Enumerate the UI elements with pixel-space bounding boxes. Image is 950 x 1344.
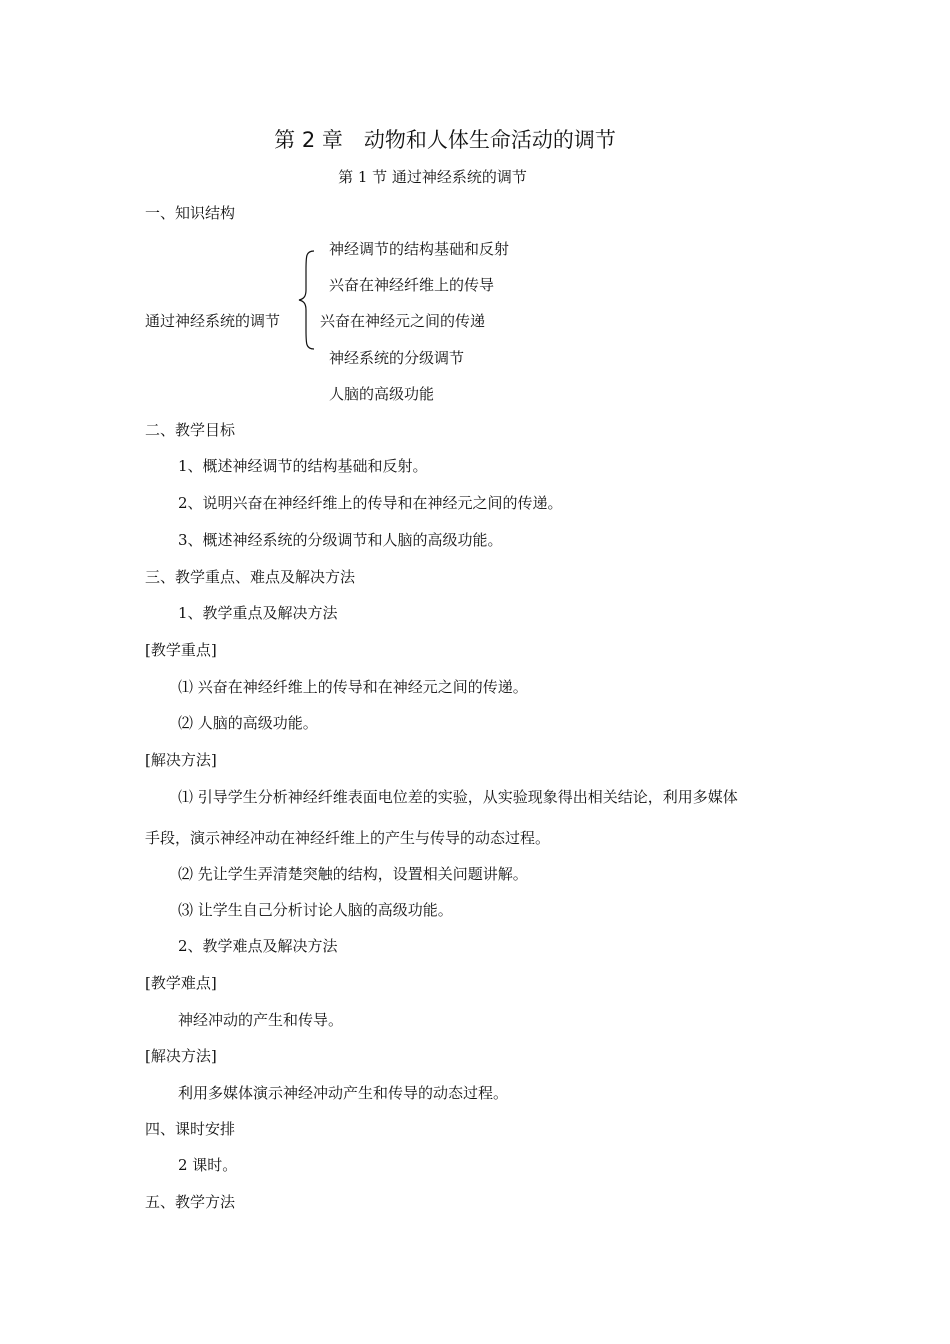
goal-item: 1、概述神经调节的结构基础和反射。: [178, 457, 428, 475]
heading-key-points: 三、教学重点、难点及解决方法: [145, 568, 356, 586]
solution-item: ⑴ 引导学生分析神经纤维表面电位差的实验，从实验现象得出相关结论，利用多媒体: [178, 788, 738, 806]
solution-item-2: 利用多媒体演示神经冲动产生和传导的动态过程。: [178, 1084, 509, 1102]
solution-item: ⑶ 让学生自己分析讨论人脑的高级功能。: [178, 901, 453, 919]
label-solution: [解决方法]: [145, 751, 217, 769]
tree-branch: 神经调节的结构基础和反射: [329, 240, 510, 258]
tree-branch: 兴奋在神经元之间的传递: [320, 312, 486, 330]
tree-branch: 人脑的高级功能: [329, 385, 435, 403]
chapter-title: 第 2 章 动物和人体生命活动的调节: [274, 128, 616, 152]
goal-item: 2、说明兴奋在神经纤维上的传导和在神经元之间的传递。: [178, 494, 563, 512]
heading-teaching-goals: 二、教学目标: [145, 421, 236, 439]
heading-teaching-methods: 五、教学方法: [145, 1193, 236, 1211]
label-solution-2: [解决方法]: [145, 1047, 217, 1065]
subheading-key-points: 1、教学重点及解决方法: [178, 604, 338, 622]
tree-root: 通过神经系统的调节: [145, 312, 281, 330]
key-point-item: ⑴ 兴奋在神经纤维上的传导和在神经元之间的传递。: [178, 678, 528, 696]
curly-brace-icon: [298, 250, 316, 350]
heading-schedule: 四、课时安排: [145, 1120, 236, 1138]
label-difficulties: [教学难点]: [145, 974, 217, 992]
tree-branch: 神经系统的分级调节: [329, 349, 465, 367]
key-point-item: ⑵ 人脑的高级功能。: [178, 714, 318, 732]
solution-item-continued: 手段，演示神经冲动在神经纤维上的产生与传导的动态过程。: [145, 829, 551, 847]
schedule-item: 2 课时。: [178, 1156, 238, 1174]
tree-branch: 兴奋在神经纤维上的传导: [329, 276, 495, 294]
solution-item: ⑵ 先让学生弄清楚突触的结构，设置相关问题讲解。: [178, 865, 528, 883]
label-key-points: [教学重点]: [145, 641, 217, 659]
subheading-difficulties: 2、教学难点及解决方法: [178, 937, 338, 955]
goal-item: 3、概述神经系统的分级调节和人脑的高级功能。: [178, 531, 503, 549]
heading-knowledge-structure: 一、知识结构: [145, 204, 236, 222]
section-subtitle: 第 1 节 通过神经系统的调节: [338, 168, 527, 186]
difficulty-item: 神经冲动的产生和传导。: [178, 1011, 344, 1029]
